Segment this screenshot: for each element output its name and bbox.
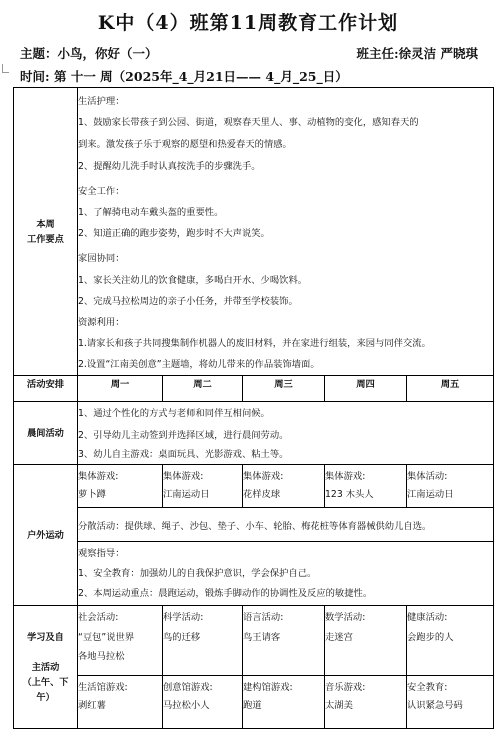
language-activity: 语言活动: 鸟王请客 (243, 606, 325, 676)
teachers-text: 班主任:徐灵洁 严晓琪 (356, 46, 478, 61)
game-tuesday: 集体游戏: 江南运动日 (163, 465, 243, 508)
morning-label: 晨间活动 (14, 402, 78, 465)
study-row-1 (14, 606, 494, 676)
outdoor-games-row (14, 465, 494, 508)
construction-hall-game: 建构馆游戏: 跑道 (243, 676, 325, 729)
paragraph-mark-icon (2, 64, 9, 73)
morning-content: 1、通过个性化的方式与老师和同伴互相问候。 2、引导幼儿主动签到并选择区域，进行晨间劳动。 3、幼儿自主游戏：桌面玩具、光影游戏、粘土等。 (78, 402, 494, 465)
outdoor-scatter-row (14, 508, 494, 542)
game-friday: 集体活动: 江南运动日 (407, 465, 494, 508)
creative-hall-game: 创意馆游戏: 马拉松小人 (163, 676, 243, 729)
day-monday: 周一 (78, 376, 163, 402)
science-activity: 科学活动: 鸟的迁移 (163, 606, 243, 676)
game-wednesday: 集体游戏: 花样皮球 (243, 465, 325, 508)
health-activity: 健康活动: 会跑步的人 (407, 606, 494, 676)
game-monday: 集体游戏: 萝卜蹲 (78, 465, 163, 508)
guide-content: 观察指导： 1、安全教育：加强幼儿的自我保护意识，学会保护自己。 2、本周运动重点：晨跑运动，锻炼手脚动作的协调性及反应的敏捷性。 (78, 542, 494, 606)
day-tuesday: 周二 (163, 376, 243, 402)
music-game: 音乐游戏: 太湖美 (325, 676, 407, 729)
day-thursday: 周四 (325, 376, 407, 402)
page-title: K中（4）班第11周教育工作计划 (97, 12, 399, 34)
focus-content: 生活护理： 1、鼓励家长带孩子到公园、街道，观察春天里人、事、动植物的变化，感知春天的 到来。激发孩子乐于观察的愿望和热爱春天的情感。 2、提醒幼儿洗手时认真按洗手的步骤洗手。 安全工作： 1、了解骑电动车戴头盔的重要性。 2、知道正确的跑步姿势，跑步时不大声说笑。 家园协同： 1、家长关注幼儿的饮食健康，多喝白开水、少喝饮料。 2、完成马拉松周边的亲子小任务，并带至学校装饰。 资源利用： 1.请家长和孩子共同搜集制作机器人的废旧材料，并在家进行组装，来园与同伴交流。 2.设置“江南美创意”主题墙，将幼儿带来的作品装饰墙面。 (78, 88, 494, 376)
plan-table (13, 87, 494, 729)
safety-education: 安全教育: 认识紧急号码 (407, 676, 494, 729)
scatter-content: 分散活动：提供球、绳子、沙包、垫子、小车、轮胎、梅花桩等体育器械供幼儿自选。 (78, 508, 494, 542)
morning-row (14, 402, 494, 465)
social-activity: 社会活动: “豆包”说世界 各地马拉松 (78, 606, 163, 676)
life-hall-game: 生活馆游戏: 剥红薯 (78, 676, 163, 729)
outdoor-label: 户外运动 (14, 465, 78, 606)
schedule-header-row (14, 376, 494, 402)
game-thursday: 集体游戏: 123 木头人 (325, 465, 407, 508)
day-friday: 周五 (407, 376, 494, 402)
schedule-label: 活动安排 (14, 376, 78, 402)
study-label: 学习及自 主活动 （上午、下 午） (14, 606, 78, 729)
theme-text: 主题：小鸟，你好（一） (20, 46, 158, 61)
focus-row (14, 88, 494, 376)
time-text: 时间: 第 十一 周（2025年_4_月21日—— 4_月_25_日） (20, 69, 348, 84)
outdoor-guide-row (14, 542, 494, 606)
study-row-2 (14, 676, 494, 729)
focus-label: 本周 工作要点 (14, 88, 78, 376)
math-activity: 数学活动: 走迷宫 (325, 606, 407, 676)
day-wednesday: 周三 (243, 376, 325, 402)
